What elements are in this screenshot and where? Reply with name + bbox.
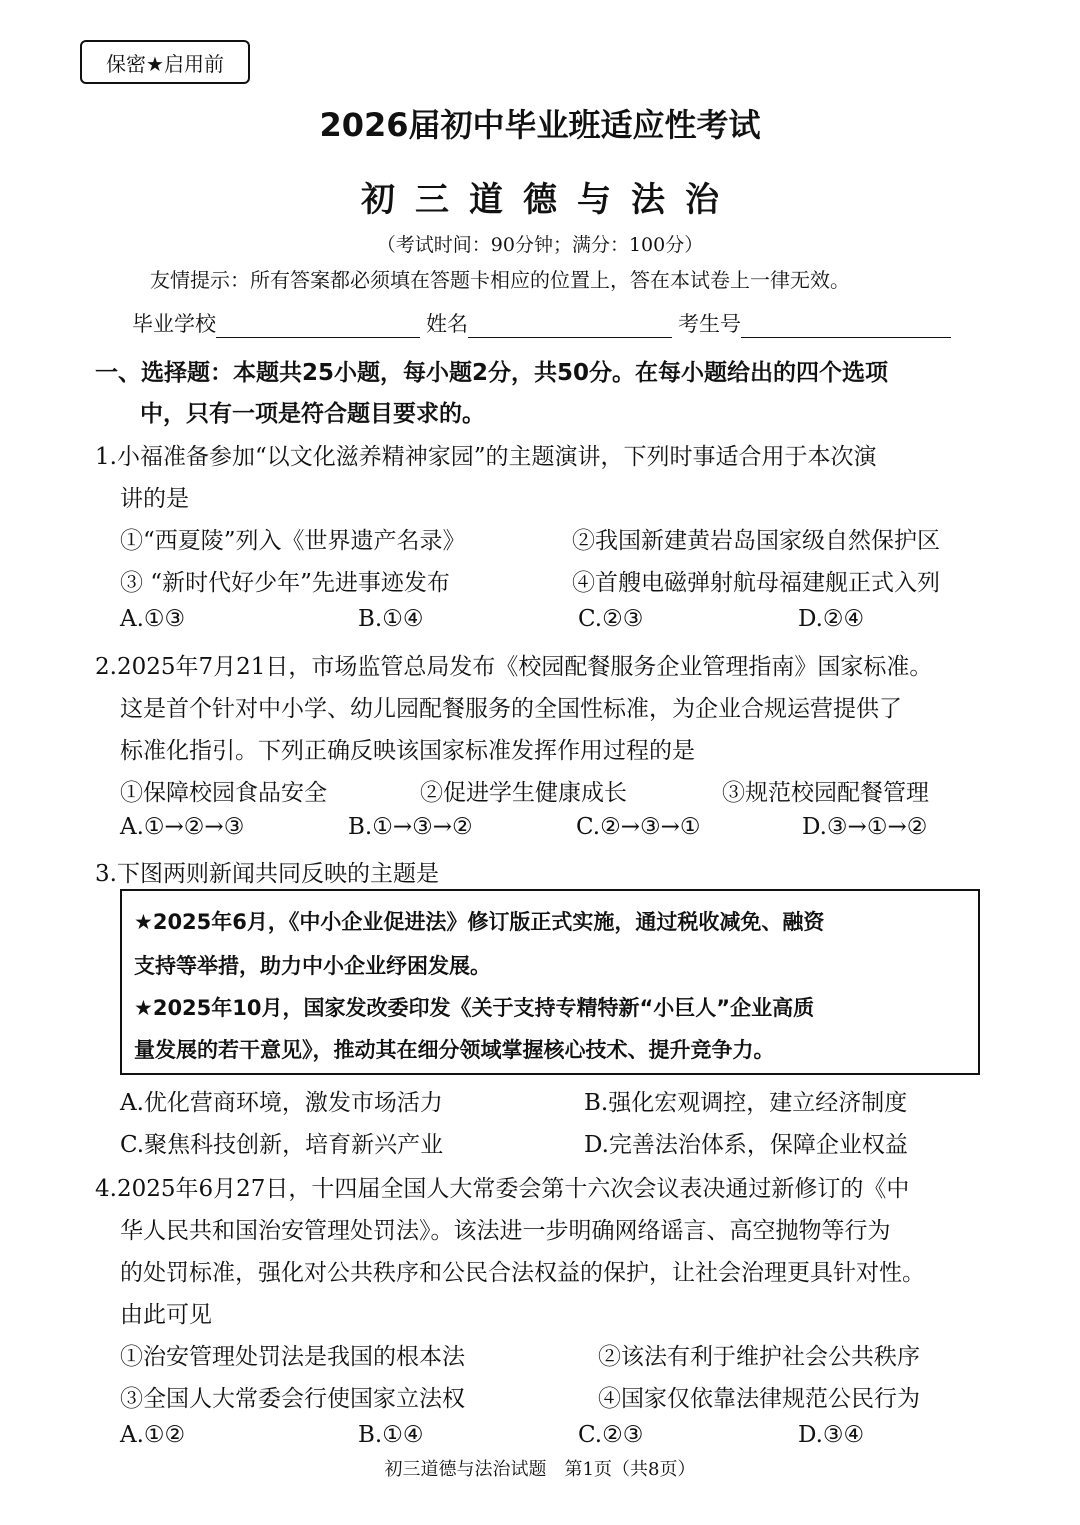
news-item-1: ★2025年6月，《中小企业促进法》修订版正式实施，通过税收减免、融资: [134, 910, 825, 934]
news-item-2-cont: 量发展的若干意见》，推动其在细分领域掌握核心技术、提升竞争力。: [134, 1038, 775, 1062]
q1-statement-1: ①“西夏陵”列入《世界遗产名录》: [120, 528, 466, 554]
q4-statement-1: ①治安管理处罚法是我国的根本法: [120, 1344, 465, 1370]
q4-choice-b[interactable]: B.①④: [358, 1422, 424, 1448]
section-heading: 一、选择题：本题共25小题，每小题2分，共50分。在每小题给出的四个选项: [95, 360, 889, 386]
q3-choice-c[interactable]: C.聚焦科技创新，培育新兴产业: [120, 1132, 444, 1158]
exam-no-label: 考生号: [678, 312, 741, 336]
q2-choice-c[interactable]: C.②→③→①: [576, 814, 701, 840]
name-blank[interactable]: [468, 315, 672, 338]
q4-statement-4: ④国家仅依靠法律规范公民行为: [598, 1386, 920, 1412]
q2-stem-cont-2: 标准化指引。下列正确反映该国家标准发挥作用过程的是: [120, 738, 695, 764]
exam-no-blank[interactable]: [741, 315, 951, 338]
subject-title: 初三道德与法治: [361, 180, 739, 220]
q4-statement-2: ②该法有利于维护社会公共秩序: [598, 1344, 920, 1370]
q1-stem-cont: 讲的是: [120, 486, 189, 512]
q4-stem-cont-3: 由此可见: [120, 1302, 212, 1328]
news-item-2: ★2025年10月，国家发改委印发《关于支持专精特新“小巨人”企业高质: [134, 996, 815, 1020]
q1-stem: 1.小福准备参加“以文化滋养精神家园”的主题演讲，下列时事适合用于本次演: [95, 444, 877, 470]
q2-statement-2: ②促进学生健康成长: [420, 780, 627, 806]
q4-choice-a[interactable]: A.①②: [120, 1422, 186, 1448]
school-label: 毕业学校: [132, 312, 216, 336]
q1-statement-2: ②我国新建黄岩岛国家级自然保护区: [572, 528, 940, 554]
confidential-badge: 保密★启用前: [80, 40, 250, 84]
page-footer: 初三道德与法治试题 第1页（共8页）: [384, 1459, 696, 1480]
q1-choice-d[interactable]: D.②④: [798, 606, 865, 632]
q1-choice-c[interactable]: C.②③: [578, 606, 644, 632]
student-info-fields: [132, 308, 957, 338]
exam-title: 2026届初中毕业班适应性考试: [319, 106, 761, 144]
q2-stem-cont-1: 这是首个针对中小学、幼儿园配餐服务的全国性标准，为企业合规运营提供了: [120, 696, 902, 722]
section-heading-cont: 中，只有一项是符合题目要求的。: [140, 401, 485, 427]
q4-stem-cont-1: 华人民共和国治安管理处罚法》。该法进一步明确网络谣言、高空抛物等行为: [120, 1218, 891, 1244]
q1-statement-3: ③ “新时代好少年”先进事迹发布: [120, 570, 450, 596]
q2-statement-3: ③规范校园配餐管理: [722, 780, 929, 806]
q3-choice-a[interactable]: A.优化营商环境，激发市场活力: [120, 1090, 443, 1116]
name-label: 姓名: [426, 312, 468, 336]
q3-stem: 3.下图两则新闻共同反映的主题是: [95, 861, 439, 887]
q4-statement-3: ③全国人大常委会行使国家立法权: [120, 1386, 465, 1412]
q4-stem: 4.2025年6月27日，十四届全国人大常委会第十六次会议表决通过新修订的《中: [95, 1176, 910, 1202]
notice: 友情提示：所有答案都必须填在答题卡相应的位置上，答在本试卷上一律无效。: [150, 268, 850, 292]
q4-stem-cont-2: 的处罚标准，强化对公共秩序和公民合法权益的保护，让社会治理更具针对性。: [120, 1260, 925, 1286]
q3-choice-d[interactable]: D.完善法治体系，保障企业权益: [584, 1132, 908, 1158]
q2-choice-b[interactable]: B.①→③→②: [348, 814, 473, 840]
q2-choice-d[interactable]: D.③→①→②: [802, 814, 928, 840]
q1-choice-b[interactable]: B.①④: [358, 606, 424, 632]
q4-choice-d[interactable]: D.③④: [798, 1422, 865, 1448]
school-blank[interactable]: [216, 315, 420, 338]
q1-choice-a[interactable]: A.①③: [120, 606, 186, 632]
news-item-1-cont: 支持等举措，助力中小企业纾困发展。: [134, 954, 491, 978]
q3-choice-b[interactable]: B.强化宏观调控，建立经济制度: [584, 1090, 908, 1116]
q2-stem: 2.2025年7月21日，市场监管总局发布《校园配餐服务企业管理指南》国家标准。: [95, 654, 933, 680]
q4-choice-c[interactable]: C.②③: [578, 1422, 644, 1448]
q2-statement-1: ①保障校园食品安全: [120, 780, 327, 806]
q2-choice-a[interactable]: A.①→②→③: [120, 814, 245, 840]
exam-info: （考试时间：90分钟；满分：100分）: [376, 234, 704, 256]
q1-statement-4: ④首艘电磁弹射航母福建舰正式入列: [572, 570, 940, 596]
